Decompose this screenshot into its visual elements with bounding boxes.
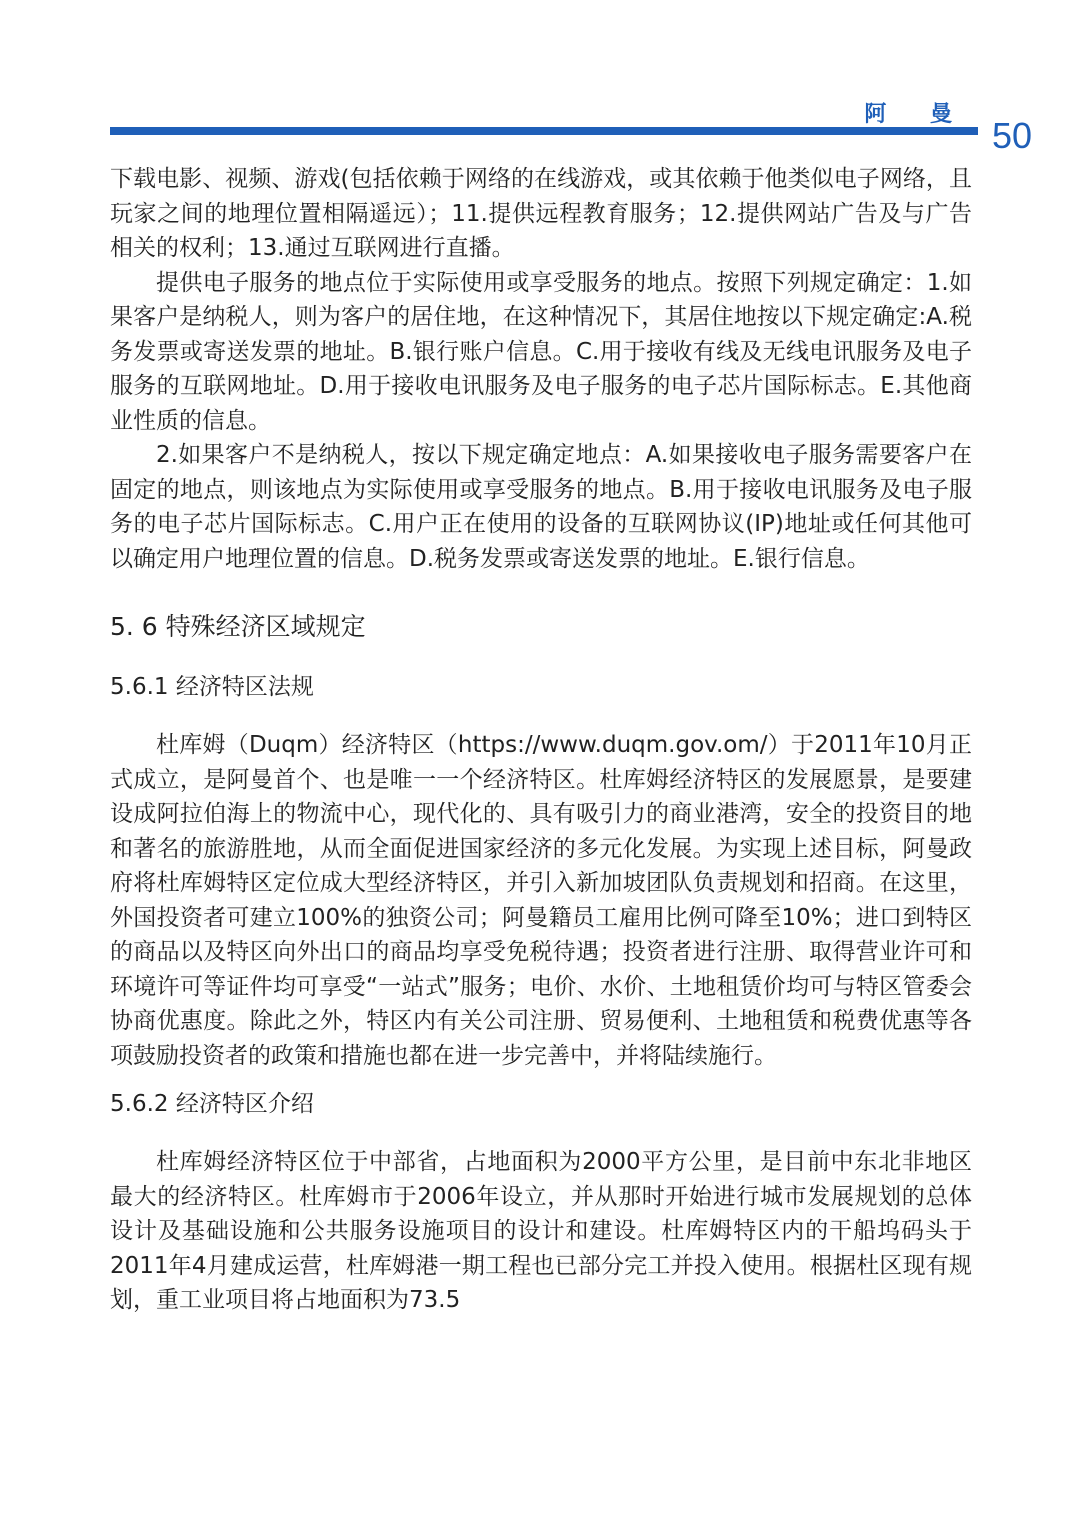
header-rule	[110, 127, 978, 135]
running-header-country: 阿 曼	[864, 102, 970, 127]
paragraph-non-taxpayer: 2.如果客户不是纳税人，按以下规定确定地点：A.如果接收电子服务需要客户在固定的地点，则该地点为实际使用或享受服务的地点。B.用于接收电讯服务及电子服务的电子芯片国际标志。C.用户正在使用的设备的互联网协议(IP)地址或任何其他可以确定用户地理位置的信息。D.税务发票或寄送发票的地址。E.银行信息。	[110, 442, 972, 572]
page-body	[110, 162, 972, 1318]
paragraph-continued: 下载电影、视频、游戏(包括依赖于网络的在线游戏，或其依赖于他类似电子网络，且玩家之间的地理位置相隔遥远）；11.提供远程教育服务；12.提供网站广告及与广告相关的权利；13.通过互联网进行直播。	[110, 166, 972, 261]
paragraph-duqm-regulations: 杜库姆（Duqm）经济特区（https://www.duqm.gov.om/）于2011年10月正式成立，是阿曼首个、也是唯一一个经济特区。杜库姆经济特区的发展愿景，是要建设成阿拉伯海上的物流中心，现代化的、具有吸引力的商业港湾，安全的投资目的地和著名的旅游胜地，从而全面促进国家经济的多元化发展。为实现上述目标，阿曼政府将杜库姆特区定位成大型经济特区，并引入新加坡团队负责规划和招商。在这里，外国投资者可建立100%的独资公司；阿曼籍员工雇用比例可降至10%；进口到特区的商品以及特区向外出口的商品均享受免税待遇；投资者进行注册、取得营业许可和环境许可等证件均可享受“一站式”服务；电价、水价、土地租赁价均可与特区管委会协商优惠度。除此之外，特区内有关公司注册、贸易便利、土地租赁和税费优惠等各项鼓励投资者的政策和措施也都在进一步完善中，并将陆续施行。	[110, 732, 972, 1069]
subsection-heading-5-6-1: 5.6.1 经济特区法规	[110, 674, 314, 700]
paragraph-service-location: 提供电子服务的地点位于实际使用或享受服务的地点。按照下列规定确定：1.如果客户是纳税人，则为客户的居住地，在这种情况下，其居住地按以下规定确定:A.税务发票或寄送发票的地址。B.银行账户信息。C.用于接收有线及无线电讯服务及电子服务的互联网地址。D.用于接收电讯服务及电子服务的电子芯片国际标志。E.其他商业性质的信息。	[110, 269, 972, 434]
page-number: 50	[992, 115, 1033, 156]
spacer	[110, 1073, 972, 1087]
subsection-heading-5-6-2: 5.6.2 经济特区介绍	[110, 1091, 314, 1117]
paragraph-duqm-introduction: 杜库姆经济特区位于中部省，占地面积为2000平方公里，是目前中东北非地区最大的经济特区。杜库姆市于2006年设立，并从那时开始进行城市发展规划的总体设计及基础设施和公共服务设施项目的设计和建设。杜库姆特区内的干船坞码头于2011年4月建成运营，杜库姆港一期工程也已部分完工并投入使用。根据杜区现有规划，重工业项目将占地面积为73.5	[110, 1149, 972, 1313]
section-heading-5-6: 5. 6 特殊经济区域规定	[110, 612, 366, 641]
